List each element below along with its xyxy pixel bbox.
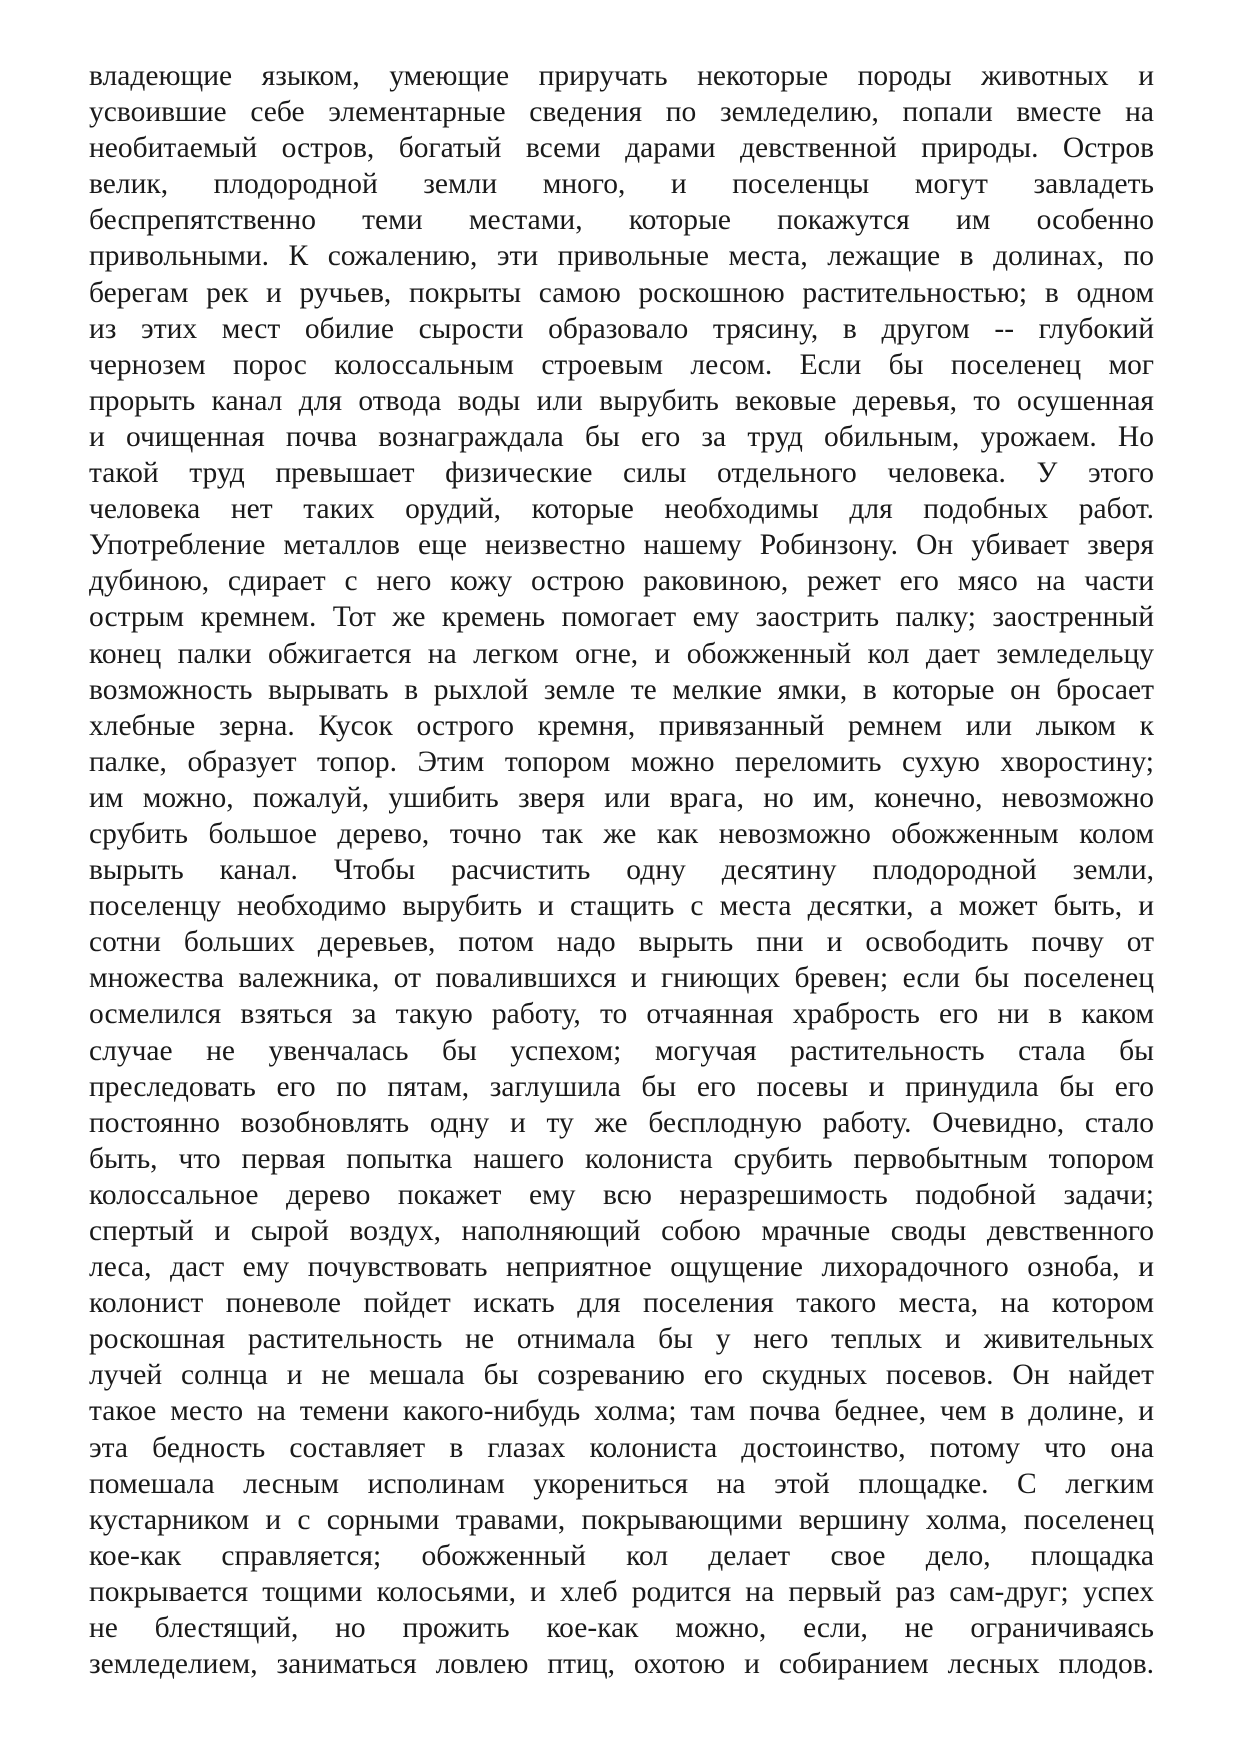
text-line: случае не увенчалась бы успехом; могучая растительность стала бы [89, 1034, 1154, 1067]
text-line: преследовать его по пятам, заглушила бы его посевы и принудила бы его [89, 1070, 1154, 1103]
text-line: лучей солнца и не мешала бы созреванию его скудных посевов. Он найдет [89, 1359, 1154, 1392]
text-line: беспрепятственно теми местами, которые покажутся им особенно [89, 204, 1154, 237]
text-line: конец палки обжигается на легком огне, и обожженный кол дает земледельцу [89, 637, 1154, 670]
text-line: человека нет таких орудий, которые необходимы для подобных работ. [89, 493, 1154, 526]
text-line: колонист поневоле пойдет искать для поселения такого места, на котором [89, 1287, 1154, 1320]
text-line: земледелием, заниматься ловлею птиц, охотою и собиранием лесных плодов. [89, 1648, 1154, 1681]
text-line: спертый и сырой воздух, наполняющий собою мрачные своды девственного [89, 1215, 1154, 1247]
text-line: усвоившие себе элементарные сведения по земледелию, попали вместе на [89, 96, 1154, 129]
text-line: поселенцу необходимо вырубить и стащить с места десятки, а может быть, и [89, 890, 1154, 923]
text-line: острым кремнем. Тот же кремень помогает ему заострить палку; заостренный [89, 601, 1154, 634]
text-line: возможность вырывать в рыхлой земле те мелкие ямки, в которые он бросает [89, 673, 1154, 706]
body-text [89, 58, 1154, 1682]
text-line: прорыть канал для отвода воды или вырубить вековые деревья, то осушенная [89, 384, 1154, 417]
text-line: привольными. К сожалению, эти привольные места, лежащие в долинах, по [89, 240, 1154, 273]
text-line: помешала лесным исполинам укорениться на этой площадке. С легким [89, 1467, 1154, 1500]
text-line: из этих мест обилие сырости образовало трясину, в другом -- глубокий [89, 312, 1154, 345]
text-line: палке, образует топор. Этим топором можно переломить сухую хворостину; [89, 745, 1154, 778]
text-line: роскошная растительность не отнимала бы у него теплых и живительных [89, 1323, 1154, 1356]
text-line: вырыть канал. Чтобы расчистить одну десятину плодородной земли, [89, 854, 1154, 887]
text-line: кое-как справляется; обожженный кол делает свое дело, площадка [89, 1539, 1154, 1572]
text-line: необитаемый остров, богатый всеми дарами девственной природы. Остров [89, 132, 1154, 165]
text-line: Употребление металлов еще неизвестно нашему Робинзону. Он убивает зверя [89, 529, 1154, 562]
text-line: такой труд превышает физические силы отдельного человека. У этого [89, 457, 1154, 490]
text-line: чернозем порос колоссальным строевым лесом. Если бы поселенец мог [89, 348, 1154, 381]
text-line: покрывается тощими колосьями, и хлеб родится на первый раз сам-друг; успех [89, 1575, 1154, 1608]
text-line: колоссальное дерево покажет ему всю неразрешимость подобной задачи; [89, 1178, 1154, 1211]
text-line: постоянно возобновлять одну и ту же бесплодную работу. Очевидно, стало [89, 1106, 1154, 1139]
text-line: не блестящий, но прожить кое-как можно, если, не ограничиваясь [89, 1612, 1154, 1645]
text-line: им можно, пожалуй, ушибить зверя или врага, но им, конечно, невозможно [89, 781, 1154, 814]
text-line: осмелился взяться за такую работу, то отчаянная храбрость его ни в каком [89, 998, 1154, 1031]
text-line: владеющие языком, умеющие приручать некоторые породы животных и [89, 60, 1154, 92]
text-line: кустарником и с сорными травами, покрывающими вершину холма, поселенец [89, 1503, 1154, 1536]
text-line: велик, плодородной земли много, и поселенцы могут завладеть [89, 168, 1154, 201]
text-line: дубиною, сдирает с него кожу острою раковиною, режет его мясо на части [89, 565, 1154, 598]
text-line: эта бедность составляет в глазах колониста достоинство, потому что она [89, 1431, 1154, 1464]
text-line: леса, даст ему почувствовать неприятное ощущение лихорадочного озноба, и [89, 1251, 1154, 1284]
text-line: хлебные зерна. Кусок острого кремня, привязанный ремнем или лыком к [89, 709, 1154, 742]
text-line: сотни больших деревьев, потом надо вырыть пни и освободить почву от [89, 926, 1154, 959]
text-line: берегам рек и ручьев, покрыты самою роскошною растительностью; в одном [89, 276, 1154, 309]
text-line: такое место на темени какого-нибудь холма; там почва беднее, чем в долине, и [89, 1395, 1154, 1428]
text-line: множества валежника, от повалившихся и гниющих бревен; если бы поселенец [89, 962, 1154, 995]
text-line: быть, что первая попытка нашего колониста срубить первобытным топором [89, 1142, 1154, 1175]
text-line: срубить большое дерево, точно так же как невозможно обожженным колом [89, 817, 1154, 850]
text-line: и очищенная почва вознаграждала бы его за труд обильным, урожаем. Но [89, 420, 1154, 453]
